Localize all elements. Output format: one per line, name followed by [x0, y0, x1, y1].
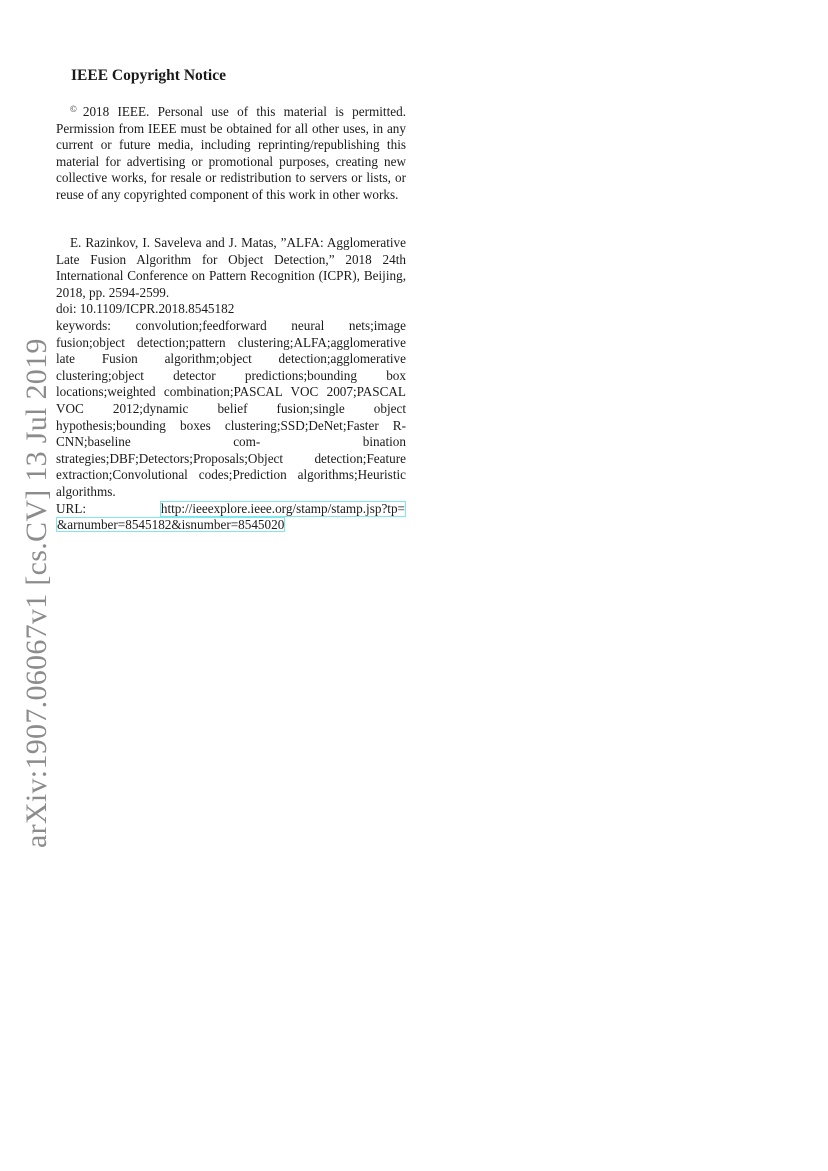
url-link-part2[interactable]: &arnumber=8545182&isnumber=8545020	[57, 517, 285, 533]
notice-title: IEEE Copyright Notice	[71, 67, 226, 84]
url-row	[56, 501, 406, 518]
citation-block	[56, 235, 406, 534]
copyright-text: 2018 IEEE. Personal use of this material is permitted. Permission from IEEE must be obtained for all other uses, in any current or future media, including reprinting/republishing this material for advertising or promotional purposes, creating new collective works, for resale or redistribution to servers or lists, or reuse of any copyrighted component of this work in other works.	[56, 104, 406, 202]
arxiv-stamp: arXiv:1907.06067v1 [cs.CV] 13 Jul 2019	[20, 338, 53, 848]
url-row-2	[56, 517, 406, 534]
citation-keywords: keywords: convolution;feedforward neural nets;image fusion;object detection;pattern clustering;ALFA;agglomerative late Fusion algorithm;object detection;agglomerative clustering;object detector predictions;bounding box locations;weighted combination;PASCAL VOC 2007;PASCAL VOC 2012;dynamic belief fusion;single object hypothesis;bounding boxes clustering;SSD;DeNet;Faster R-CNN;baseline com- bination strategies;DBF;Detectors;Proposals;Object detection;Feature extraction;Convolutional codes;Prediction algorithms;Heuristic algorithms.	[56, 317, 406, 499]
citation-reference: E. Razinkov, I. Saveleva and J. Matas, ”ALFA: Agglomerative Late Fusion Algorithm for Object Detection,” 2018 24th International Conference on Pattern Recognition (ICPR), Beijing, 2018, pp. 2594-2599.	[56, 235, 406, 300]
copyright-paragraph	[56, 101, 406, 204]
url-label: URL:	[56, 500, 87, 516]
copyright-symbol: ©	[70, 104, 77, 114]
url-link-part1[interactable]: http://ieeexplore.ieee.org/stamp/stamp.jsp?tp=	[160, 500, 405, 516]
citation-doi: doi: 10.1109/ICPR.2018.8545182	[56, 301, 235, 317]
